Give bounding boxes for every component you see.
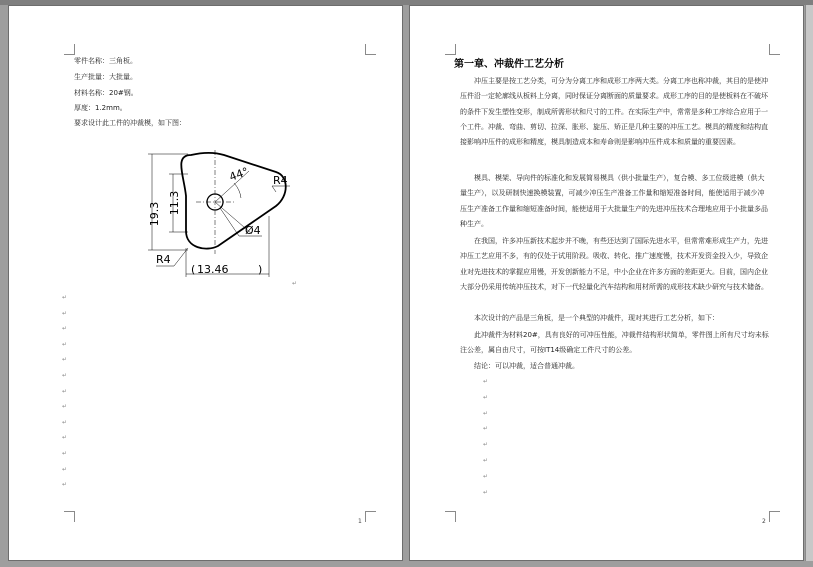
paragraph-mark: ↵	[62, 309, 68, 317]
paragraph-mark: ↵	[62, 340, 68, 348]
chapter-title: 第一章、冲裁件工艺分析	[454, 59, 564, 70]
paragraph-mark: ↵	[483, 393, 489, 401]
paragraph-mark: ↵	[483, 425, 489, 433]
paragraph-5: 此冲裁件为材料20#，具有良好的可冲压性能，冲裁件结构形状简单，零件图上所有尺寸均未标注公差，属自由尺寸，可按IT14级确定工件尺寸的公差。	[460, 331, 769, 355]
paragraph-mark: ↵	[62, 294, 68, 301]
paragraph-mark: ↵	[62, 325, 68, 333]
paragraph-mark: ↵	[292, 280, 298, 287]
paragraph-conclusion: 结论：可以冲裁，适合普通冲裁。	[474, 362, 579, 370]
paragraph-mark: ↵	[483, 472, 489, 480]
dim-angle-label: 44°	[227, 164, 251, 184]
part-drawing	[144, 136, 294, 281]
paragraph-mark: ↵	[62, 418, 68, 426]
margin-corner-top-left	[445, 44, 456, 55]
dim-hole-label: Ø4	[245, 224, 261, 237]
paragraph-mark: ↵	[62, 387, 68, 395]
paragraph-mark: ↵	[62, 372, 68, 379]
paragraph-1: 冲压主要是按工艺分类，可分为分离工序和成形工序两大类。分离工序也称冲裁，其目的是使冲压件沿一定轮廓线从板料上分离，同时保证分离断面的质量要求。成形工序的目的是使板料在不破坏的条件下发生塑性变形，制成所需形状和尺寸的工件。在实际生产中，常常是多种工序综合应用于一个工件。冲裁、弯曲、剪切、拉深、胀形、旋压、矫正是几种主要的冲压工艺。模具的精度和结构直接影响冲压件的成形和精度，模具制造成本和寿命则是影响冲压件成本和质量的重要因素。	[460, 77, 768, 147]
dim-radius-left-label: R4	[156, 253, 171, 266]
page-number-right: 2	[762, 518, 766, 525]
document-page-left[interactable]	[8, 5, 403, 561]
paragraph-2: 模具、模架、导向件的标准化和发展简易模具（供小批量生产），复合模、多工位级进模（供大量生产），以及研制快速换模装置，可减少冲压生产准备工作量和缩短准备时间，能使适用于减少冲压生产准备工作量和缩短准备时间，能使适用于大批量生产的先进冲压技术合理地应用于小批量多品种生产。	[460, 174, 768, 228]
paragraph-mark: ↵	[62, 434, 68, 442]
part-name-line: 零件名称：三角板。	[74, 57, 137, 65]
batch-line: 生产批量：大批量。	[74, 73, 137, 81]
margin-corner-top-right	[365, 44, 376, 55]
dim-width-label: 13.46	[197, 263, 229, 276]
dim-height-label: 19.3	[148, 201, 161, 227]
paragraph-mark: ↵	[62, 356, 68, 364]
paragraph-mark: ↵	[483, 409, 489, 417]
margin-corner-bottom-right	[365, 511, 376, 522]
paragraph-mark: ↵	[62, 465, 68, 473]
page-number-left: 1	[358, 518, 362, 525]
material-line: 材料名称：20#钢。	[74, 89, 138, 97]
margin-corner-bottom-left	[64, 511, 75, 522]
margin-corner-bottom-left	[445, 511, 456, 522]
dim-radius-right-label: R4	[273, 174, 288, 187]
thickness-line: 厚度：1.2mm。	[74, 104, 127, 112]
part-outline	[181, 153, 285, 249]
dim-inner-label: 11.3	[168, 190, 181, 216]
dim-width-paren-open: (	[191, 263, 196, 276]
margin-corner-bottom-right	[769, 511, 780, 522]
paragraph-mark: ↵	[483, 378, 489, 385]
paragraph-mark: ↵	[483, 457, 489, 464]
paragraph-mark: ↵	[483, 441, 489, 449]
paragraph-4: 本次设计的产品是三角板，是一个典型的冲裁件，现对其进行工艺分析，如下：	[474, 314, 719, 322]
paragraph-mark: ↵	[62, 481, 68, 489]
paragraph-mark: ↵	[483, 488, 489, 496]
requirement-line: 要求设计此工件的冲裁模，如下图：	[74, 119, 186, 127]
vertical-scrollbar[interactable]	[805, 5, 813, 561]
dim-width-paren-close: )	[258, 263, 263, 276]
margin-corner-top-right	[769, 44, 780, 55]
paragraph-3: 在我国，许多冲压新技术起步并不晚，有些还达到了国际先进水平，但常常难形成生产力，先进冲压工艺应用不多，有的仅处于试用阶段。吸收、转化、推广速度慢，技术开发资金投入少，导致企业对先进技术的掌握应用慢，开发创新能力不足，中小企业在许多方面的差距更大。目前，国内企业大部分仍采用传统冲压技术，对下一代轻量化汽车结构和用材所需的成形技术缺少研究与技术储备。	[460, 237, 768, 291]
paragraph-mark: ↵	[62, 450, 68, 457]
document-page-right[interactable]	[409, 5, 804, 561]
paragraph-mark: ↵	[62, 403, 68, 411]
margin-corner-top-left	[64, 44, 75, 55]
